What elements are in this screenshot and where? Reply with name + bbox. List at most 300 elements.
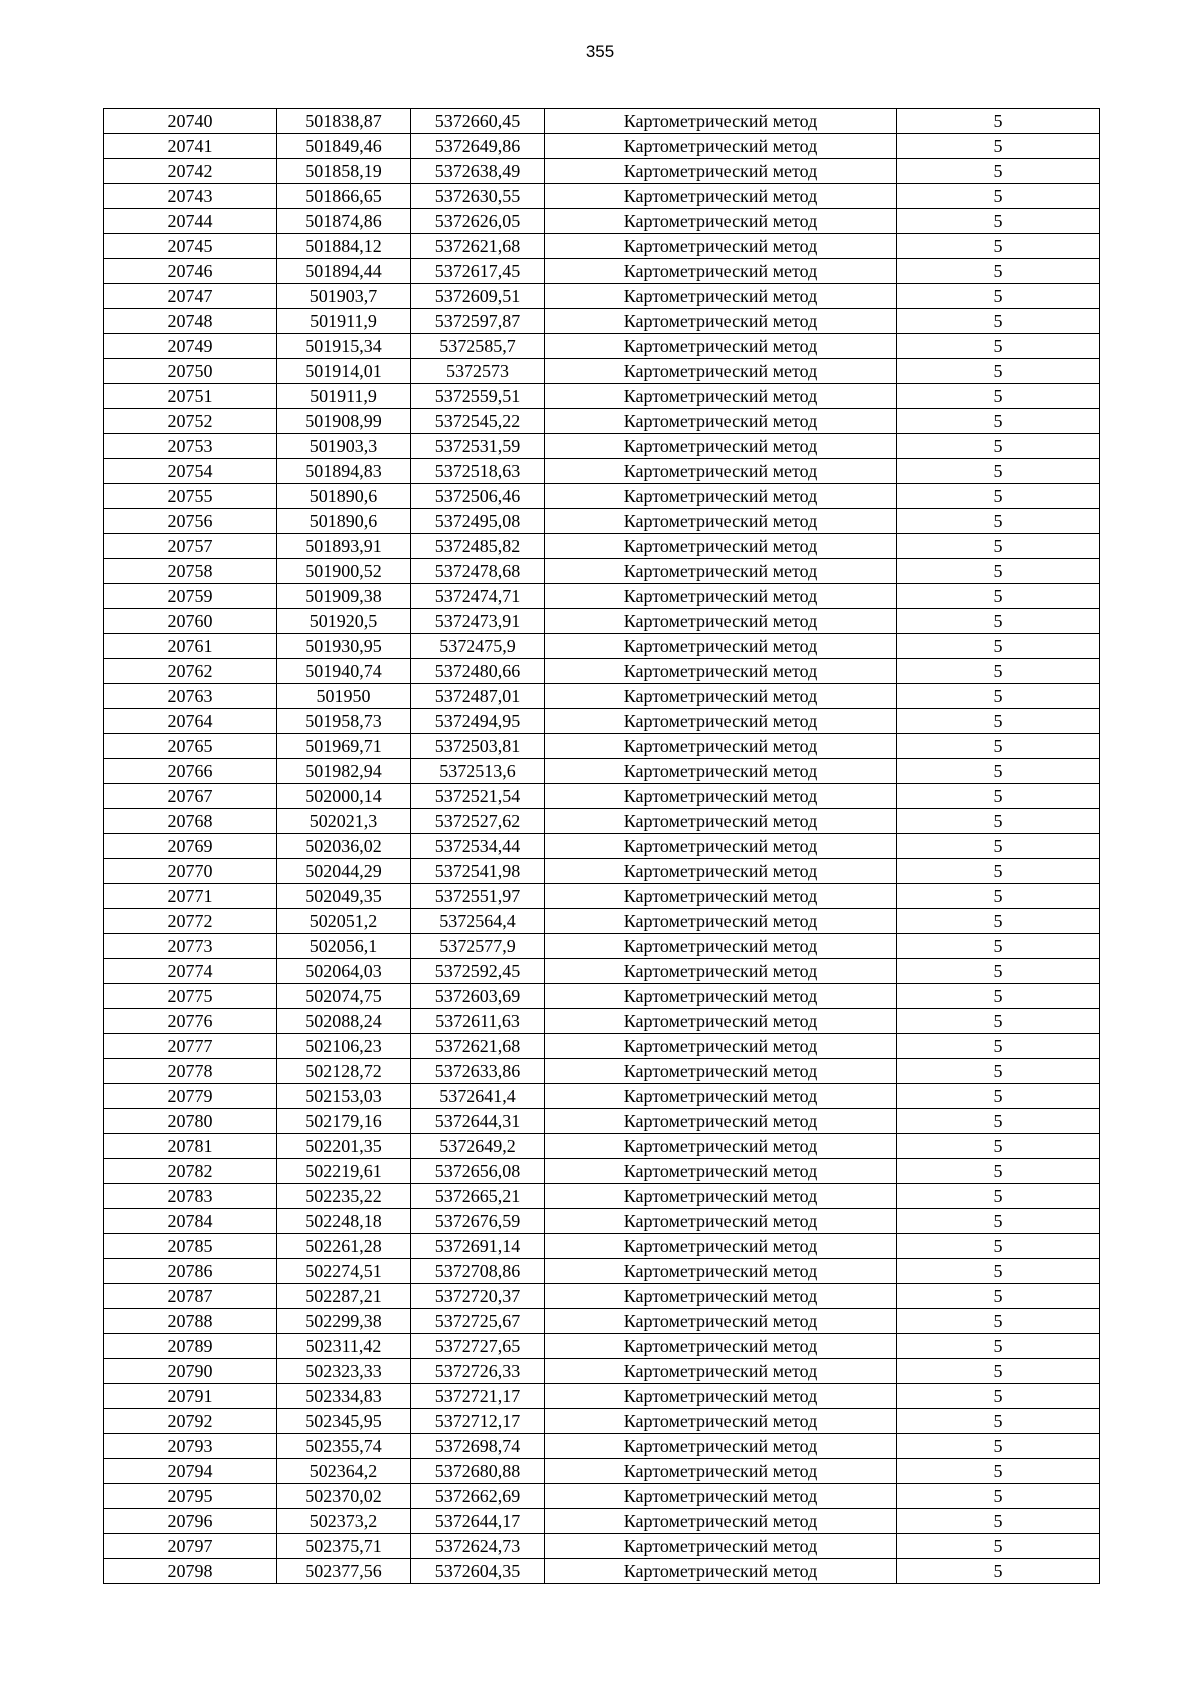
table-row — [104, 684, 1100, 709]
method-cell: Картометрический метод — [545, 784, 897, 809]
point-number-cell: 20756 — [104, 509, 277, 534]
method-cell: Картометрический метод — [545, 859, 897, 884]
accuracy-cell: 5 — [897, 1284, 1100, 1309]
method-cell: Картометрический метод — [545, 409, 897, 434]
y-coordinate-cell: 5372660,45 — [411, 109, 545, 134]
method-cell: Картометрический метод — [545, 484, 897, 509]
y-coordinate-cell: 5372720,37 — [411, 1284, 545, 1309]
method-cell: Картометрический метод — [545, 1234, 897, 1259]
y-coordinate-cell: 5372559,51 — [411, 384, 545, 409]
method-cell: Картометрический метод — [545, 1284, 897, 1309]
y-coordinate-cell: 5372527,62 — [411, 809, 545, 834]
accuracy-cell: 5 — [897, 534, 1100, 559]
point-number-cell: 20793 — [104, 1434, 277, 1459]
accuracy-cell: 5 — [897, 1159, 1100, 1184]
method-cell: Картометрический метод — [545, 1309, 897, 1334]
x-coordinate-cell: 502287,21 — [277, 1284, 411, 1309]
table-row — [104, 284, 1100, 309]
accuracy-cell: 5 — [897, 1184, 1100, 1209]
method-cell: Картометрический метод — [545, 1334, 897, 1359]
point-number-cell: 20784 — [104, 1209, 277, 1234]
x-coordinate-cell: 502179,16 — [277, 1109, 411, 1134]
table-row — [104, 709, 1100, 734]
point-number-cell: 20782 — [104, 1159, 277, 1184]
y-coordinate-cell: 5372624,73 — [411, 1534, 545, 1559]
x-coordinate-cell: 502049,35 — [277, 884, 411, 909]
point-number-cell: 20749 — [104, 334, 277, 359]
y-coordinate-cell: 5372698,74 — [411, 1434, 545, 1459]
y-coordinate-cell: 5372656,08 — [411, 1159, 545, 1184]
accuracy-cell: 5 — [897, 484, 1100, 509]
accuracy-cell: 5 — [897, 1509, 1100, 1534]
x-coordinate-cell: 501908,99 — [277, 409, 411, 434]
method-cell: Картометрический метод — [545, 1184, 897, 1209]
table-row — [104, 584, 1100, 609]
point-number-cell: 20797 — [104, 1534, 277, 1559]
point-number-cell: 20750 — [104, 359, 277, 384]
method-cell: Картометрический метод — [545, 1434, 897, 1459]
y-coordinate-cell: 5372680,88 — [411, 1459, 545, 1484]
table-row — [104, 984, 1100, 1009]
x-coordinate-cell: 501920,5 — [277, 609, 411, 634]
accuracy-cell: 5 — [897, 384, 1100, 409]
x-coordinate-cell: 501958,73 — [277, 709, 411, 734]
table-row — [104, 109, 1100, 134]
method-cell: Картометрический метод — [545, 1384, 897, 1409]
x-coordinate-cell: 502106,23 — [277, 1034, 411, 1059]
accuracy-cell: 5 — [897, 784, 1100, 809]
x-coordinate-cell: 501890,6 — [277, 484, 411, 509]
accuracy-cell: 5 — [897, 1359, 1100, 1384]
method-cell: Картометрический метод — [545, 259, 897, 284]
y-coordinate-cell: 5372597,87 — [411, 309, 545, 334]
method-cell: Картометрический метод — [545, 659, 897, 684]
x-coordinate-cell: 501866,65 — [277, 184, 411, 209]
accuracy-cell: 5 — [897, 159, 1100, 184]
table-row — [104, 609, 1100, 634]
table-row — [104, 784, 1100, 809]
table-row — [104, 1434, 1100, 1459]
x-coordinate-cell: 502323,33 — [277, 1359, 411, 1384]
y-coordinate-cell: 5372521,54 — [411, 784, 545, 809]
y-coordinate-cell: 5372611,63 — [411, 1009, 545, 1034]
table-row — [104, 1159, 1100, 1184]
point-number-cell: 20752 — [104, 409, 277, 434]
point-number-cell: 20769 — [104, 834, 277, 859]
y-coordinate-cell: 5372564,4 — [411, 909, 545, 934]
method-cell: Картометрический метод — [545, 934, 897, 959]
accuracy-cell: 5 — [897, 1059, 1100, 1084]
table-row — [104, 1359, 1100, 1384]
accuracy-cell: 5 — [897, 1134, 1100, 1159]
table-row — [104, 634, 1100, 659]
x-coordinate-cell: 501894,44 — [277, 259, 411, 284]
accuracy-cell: 5 — [897, 259, 1100, 284]
x-coordinate-cell: 502235,22 — [277, 1184, 411, 1209]
y-coordinate-cell: 5372630,55 — [411, 184, 545, 209]
y-coordinate-cell: 5372662,69 — [411, 1484, 545, 1509]
accuracy-cell: 5 — [897, 809, 1100, 834]
method-cell: Картометрический метод — [545, 1459, 897, 1484]
method-cell: Картометрический метод — [545, 959, 897, 984]
y-coordinate-cell: 5372626,05 — [411, 209, 545, 234]
accuracy-cell: 5 — [897, 759, 1100, 784]
y-coordinate-cell: 5372621,68 — [411, 1034, 545, 1059]
accuracy-cell: 5 — [897, 734, 1100, 759]
accuracy-cell: 5 — [897, 209, 1100, 234]
accuracy-cell: 5 — [897, 1034, 1100, 1059]
accuracy-cell: 5 — [897, 1209, 1100, 1234]
x-coordinate-cell: 501893,91 — [277, 534, 411, 559]
table-row — [104, 659, 1100, 684]
point-number-cell: 20766 — [104, 759, 277, 784]
point-number-cell: 20788 — [104, 1309, 277, 1334]
point-number-cell: 20740 — [104, 109, 277, 134]
table-row — [104, 1309, 1100, 1334]
accuracy-cell: 5 — [897, 859, 1100, 884]
table-row — [104, 459, 1100, 484]
y-coordinate-cell: 5372621,68 — [411, 234, 545, 259]
y-coordinate-cell: 5372506,46 — [411, 484, 545, 509]
accuracy-cell: 5 — [897, 1234, 1100, 1259]
accuracy-cell: 5 — [897, 1259, 1100, 1284]
method-cell: Картометрический метод — [545, 759, 897, 784]
y-coordinate-cell: 5372495,08 — [411, 509, 545, 534]
table-row — [104, 1109, 1100, 1134]
accuracy-cell: 5 — [897, 1484, 1100, 1509]
table-row — [104, 209, 1100, 234]
accuracy-cell: 5 — [897, 1559, 1100, 1584]
table-row — [104, 1459, 1100, 1484]
table-row — [104, 1184, 1100, 1209]
x-coordinate-cell: 501982,94 — [277, 759, 411, 784]
method-cell: Картометрический метод — [545, 534, 897, 559]
method-cell: Картометрический метод — [545, 1359, 897, 1384]
method-cell: Картометрический метод — [545, 684, 897, 709]
y-coordinate-cell: 5372487,01 — [411, 684, 545, 709]
x-coordinate-cell: 502064,03 — [277, 959, 411, 984]
accuracy-cell: 5 — [897, 334, 1100, 359]
x-coordinate-cell: 502334,83 — [277, 1384, 411, 1409]
y-coordinate-cell: 5372603,69 — [411, 984, 545, 1009]
table-row — [104, 334, 1100, 359]
table-row — [104, 534, 1100, 559]
method-cell: Картометрический метод — [545, 284, 897, 309]
point-number-cell: 20798 — [104, 1559, 277, 1584]
point-number-cell: 20764 — [104, 709, 277, 734]
point-number-cell: 20760 — [104, 609, 277, 634]
point-number-cell: 20746 — [104, 259, 277, 284]
table-row — [104, 909, 1100, 934]
accuracy-cell: 5 — [897, 934, 1100, 959]
method-cell: Картометрический метод — [545, 1084, 897, 1109]
point-number-cell: 20761 — [104, 634, 277, 659]
table-row — [104, 159, 1100, 184]
point-number-cell: 20744 — [104, 209, 277, 234]
x-coordinate-cell: 502051,2 — [277, 909, 411, 934]
method-cell: Картометрический метод — [545, 559, 897, 584]
point-number-cell: 20763 — [104, 684, 277, 709]
method-cell: Картометрический метод — [545, 609, 897, 634]
method-cell: Картометрический метод — [545, 909, 897, 934]
method-cell: Картометрический метод — [545, 984, 897, 1009]
x-coordinate-cell: 502044,29 — [277, 859, 411, 884]
point-number-cell: 20743 — [104, 184, 277, 209]
method-cell: Картометрический метод — [545, 1559, 897, 1584]
accuracy-cell: 5 — [897, 1009, 1100, 1034]
table-row — [104, 834, 1100, 859]
y-coordinate-cell: 5372633,86 — [411, 1059, 545, 1084]
table-row — [104, 309, 1100, 334]
table-row — [104, 184, 1100, 209]
y-coordinate-cell: 5372494,95 — [411, 709, 545, 734]
accuracy-cell: 5 — [897, 1084, 1100, 1109]
accuracy-cell: 5 — [897, 459, 1100, 484]
accuracy-cell: 5 — [897, 434, 1100, 459]
point-number-cell: 20755 — [104, 484, 277, 509]
accuracy-cell: 5 — [897, 684, 1100, 709]
y-coordinate-cell: 5372541,98 — [411, 859, 545, 884]
method-cell: Картометрический метод — [545, 309, 897, 334]
y-coordinate-cell: 5372531,59 — [411, 434, 545, 459]
accuracy-cell: 5 — [897, 1459, 1100, 1484]
method-cell: Картометрический метод — [545, 209, 897, 234]
y-coordinate-cell: 5372604,35 — [411, 1559, 545, 1584]
point-number-cell: 20783 — [104, 1184, 277, 1209]
table-row — [104, 234, 1100, 259]
point-number-cell: 20776 — [104, 1009, 277, 1034]
method-cell: Картометрический метод — [545, 709, 897, 734]
table-row — [104, 1409, 1100, 1434]
point-number-cell: 20771 — [104, 884, 277, 909]
point-number-cell: 20748 — [104, 309, 277, 334]
accuracy-cell: 5 — [897, 359, 1100, 384]
point-number-cell: 20773 — [104, 934, 277, 959]
accuracy-cell: 5 — [897, 884, 1100, 909]
method-cell: Картометрический метод — [545, 1059, 897, 1084]
point-number-cell: 20778 — [104, 1059, 277, 1084]
method-cell: Картометрический метод — [545, 459, 897, 484]
table-row — [104, 809, 1100, 834]
point-number-cell: 20774 — [104, 959, 277, 984]
accuracy-cell: 5 — [897, 109, 1100, 134]
table-row — [104, 1209, 1100, 1234]
accuracy-cell: 5 — [897, 834, 1100, 859]
point-number-cell: 20770 — [104, 859, 277, 884]
accuracy-cell: 5 — [897, 584, 1100, 609]
y-coordinate-cell: 5372478,68 — [411, 559, 545, 584]
table-row — [104, 1059, 1100, 1084]
x-coordinate-cell: 501914,01 — [277, 359, 411, 384]
table-row — [104, 484, 1100, 509]
x-coordinate-cell: 502201,35 — [277, 1134, 411, 1159]
page-number: 355 — [585, 42, 615, 61]
y-coordinate-cell: 5372534,44 — [411, 834, 545, 859]
method-cell: Картометрический метод — [545, 509, 897, 534]
accuracy-cell: 5 — [897, 1334, 1100, 1359]
x-coordinate-cell: 501858,19 — [277, 159, 411, 184]
table-row — [104, 409, 1100, 434]
point-number-cell: 20787 — [104, 1284, 277, 1309]
y-coordinate-cell: 5372649,2 — [411, 1134, 545, 1159]
x-coordinate-cell: 502355,74 — [277, 1434, 411, 1459]
x-coordinate-cell: 502261,28 — [277, 1234, 411, 1259]
point-number-cell: 20742 — [104, 159, 277, 184]
x-coordinate-cell: 501911,9 — [277, 309, 411, 334]
point-number-cell: 20792 — [104, 1409, 277, 1434]
method-cell: Картометрический метод — [545, 1134, 897, 1159]
table-row — [104, 1334, 1100, 1359]
x-coordinate-cell: 502375,71 — [277, 1534, 411, 1559]
point-number-cell: 20781 — [104, 1134, 277, 1159]
method-cell: Картометрический метод — [545, 384, 897, 409]
method-cell: Картометрический метод — [545, 1159, 897, 1184]
accuracy-cell: 5 — [897, 1384, 1100, 1409]
table-row — [104, 509, 1100, 534]
y-coordinate-cell: 5372592,45 — [411, 959, 545, 984]
method-cell: Картометрический метод — [545, 234, 897, 259]
method-cell: Картометрический метод — [545, 1259, 897, 1284]
x-coordinate-cell: 502299,38 — [277, 1309, 411, 1334]
x-coordinate-cell: 502364,2 — [277, 1459, 411, 1484]
x-coordinate-cell: 501911,9 — [277, 384, 411, 409]
method-cell: Картометрический метод — [545, 159, 897, 184]
y-coordinate-cell: 5372518,63 — [411, 459, 545, 484]
y-coordinate-cell: 5372665,21 — [411, 1184, 545, 1209]
method-cell: Картометрический метод — [545, 884, 897, 909]
method-cell: Картометрический метод — [545, 109, 897, 134]
x-coordinate-cell: 502248,18 — [277, 1209, 411, 1234]
method-cell: Картометрический метод — [545, 334, 897, 359]
point-number-cell: 20765 — [104, 734, 277, 759]
point-number-cell: 20795 — [104, 1484, 277, 1509]
y-coordinate-cell: 5372725,67 — [411, 1309, 545, 1334]
table-row — [104, 884, 1100, 909]
point-number-cell: 20754 — [104, 459, 277, 484]
x-coordinate-cell: 501838,87 — [277, 109, 411, 134]
accuracy-cell: 5 — [897, 234, 1100, 259]
x-coordinate-cell: 501909,38 — [277, 584, 411, 609]
table-row — [104, 384, 1100, 409]
x-coordinate-cell: 502345,95 — [277, 1409, 411, 1434]
accuracy-cell: 5 — [897, 134, 1100, 159]
table-row — [104, 859, 1100, 884]
table-row — [104, 259, 1100, 284]
y-coordinate-cell: 5372712,17 — [411, 1409, 545, 1434]
accuracy-cell: 5 — [897, 1409, 1100, 1434]
point-number-cell: 20772 — [104, 909, 277, 934]
point-number-cell: 20796 — [104, 1509, 277, 1534]
point-number-cell: 20785 — [104, 1234, 277, 1259]
y-coordinate-cell: 5372577,9 — [411, 934, 545, 959]
accuracy-cell: 5 — [897, 559, 1100, 584]
x-coordinate-cell: 502074,75 — [277, 984, 411, 1009]
x-coordinate-cell: 501903,7 — [277, 284, 411, 309]
y-coordinate-cell: 5372638,49 — [411, 159, 545, 184]
table-row — [104, 734, 1100, 759]
y-coordinate-cell: 5372513,6 — [411, 759, 545, 784]
method-cell: Картометрический метод — [545, 1109, 897, 1134]
accuracy-cell: 5 — [897, 909, 1100, 934]
y-coordinate-cell: 5372573 — [411, 359, 545, 384]
table-row — [104, 1284, 1100, 1309]
x-coordinate-cell: 502370,02 — [277, 1484, 411, 1509]
method-cell: Картометрический метод — [545, 1509, 897, 1534]
accuracy-cell: 5 — [897, 309, 1100, 334]
x-coordinate-cell: 502153,03 — [277, 1084, 411, 1109]
accuracy-cell: 5 — [897, 984, 1100, 1009]
point-number-cell: 20758 — [104, 559, 277, 584]
x-coordinate-cell: 502021,3 — [277, 809, 411, 834]
point-number-cell: 20789 — [104, 1334, 277, 1359]
point-number-cell: 20790 — [104, 1359, 277, 1384]
y-coordinate-cell: 5372480,66 — [411, 659, 545, 684]
table-row — [104, 1534, 1100, 1559]
accuracy-cell: 5 — [897, 709, 1100, 734]
x-coordinate-cell: 502128,72 — [277, 1059, 411, 1084]
method-cell: Картометрический метод — [545, 834, 897, 859]
table-row — [104, 1484, 1100, 1509]
method-cell: Картометрический метод — [545, 434, 897, 459]
point-number-cell: 20775 — [104, 984, 277, 1009]
x-coordinate-cell: 502373,2 — [277, 1509, 411, 1534]
x-coordinate-cell: 502036,02 — [277, 834, 411, 859]
method-cell: Картометрический метод — [545, 809, 897, 834]
method-cell: Картометрический метод — [545, 1534, 897, 1559]
table-row — [104, 1009, 1100, 1034]
method-cell: Картометрический метод — [545, 1209, 897, 1234]
table-row — [104, 134, 1100, 159]
table-row — [104, 359, 1100, 384]
table-row — [104, 1084, 1100, 1109]
method-cell: Картометрический метод — [545, 1009, 897, 1034]
y-coordinate-cell: 5372727,65 — [411, 1334, 545, 1359]
y-coordinate-cell: 5372545,22 — [411, 409, 545, 434]
method-cell: Картометрический метод — [545, 184, 897, 209]
x-coordinate-cell: 502311,42 — [277, 1334, 411, 1359]
point-number-cell: 20757 — [104, 534, 277, 559]
table-row — [104, 1509, 1100, 1534]
y-coordinate-cell: 5372609,51 — [411, 284, 545, 309]
accuracy-cell: 5 — [897, 284, 1100, 309]
table-row — [104, 1134, 1100, 1159]
x-coordinate-cell: 502056,1 — [277, 934, 411, 959]
method-cell: Картометрический метод — [545, 1034, 897, 1059]
y-coordinate-cell: 5372617,45 — [411, 259, 545, 284]
point-number-cell: 20751 — [104, 384, 277, 409]
point-number-cell: 20768 — [104, 809, 277, 834]
x-coordinate-cell: 501900,52 — [277, 559, 411, 584]
table-row — [104, 1234, 1100, 1259]
method-cell: Картометрический метод — [545, 1484, 897, 1509]
x-coordinate-cell: 501894,83 — [277, 459, 411, 484]
y-coordinate-cell: 5372691,14 — [411, 1234, 545, 1259]
accuracy-cell: 5 — [897, 184, 1100, 209]
point-number-cell: 20780 — [104, 1109, 277, 1134]
table-row — [104, 959, 1100, 984]
accuracy-cell: 5 — [897, 634, 1100, 659]
accuracy-cell: 5 — [897, 509, 1100, 534]
method-cell: Картометрический метод — [545, 1409, 897, 1434]
y-coordinate-cell: 5372641,4 — [411, 1084, 545, 1109]
point-number-cell: 20767 — [104, 784, 277, 809]
accuracy-cell: 5 — [897, 1309, 1100, 1334]
x-coordinate-cell: 501930,95 — [277, 634, 411, 659]
point-number-cell: 20791 — [104, 1384, 277, 1409]
accuracy-cell: 5 — [897, 659, 1100, 684]
accuracy-cell: 5 — [897, 609, 1100, 634]
x-coordinate-cell: 502088,24 — [277, 1009, 411, 1034]
